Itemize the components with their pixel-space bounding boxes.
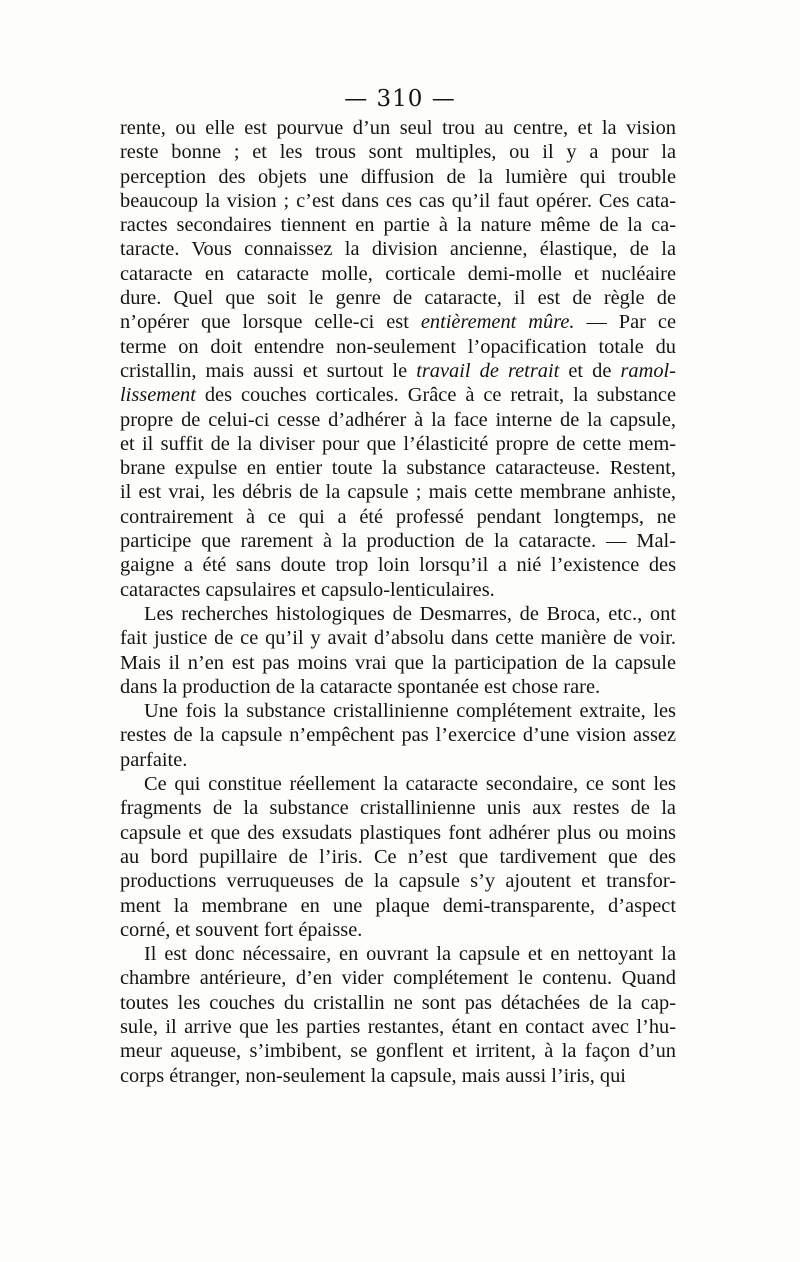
text-run: terme on doit entendre non-seulement l’opacification totale du bbox=[120, 335, 676, 358]
text-line bbox=[120, 383, 676, 407]
text-run: reste bonne ; et les trous sont multiples, ou il y a pour la bbox=[120, 141, 676, 164]
text-run: restes de la capsule n’empêchent pas l’exercice d’une vision assez bbox=[120, 724, 676, 747]
text-line bbox=[120, 237, 676, 261]
text-run: il est vrai, les débris de la capsule ; mais cette membrane anhiste, bbox=[120, 481, 676, 504]
text-line bbox=[120, 189, 676, 213]
text-line bbox=[120, 626, 676, 650]
paragraph bbox=[120, 699, 676, 772]
text-line bbox=[120, 748, 676, 772]
text-run: cataractes capsulaires et capsulo-lenticulaires. bbox=[120, 578, 495, 601]
text-line bbox=[120, 432, 676, 456]
text-line bbox=[120, 310, 676, 334]
text-run: ment la membrane en une plaque demi-transparente, d’aspect bbox=[120, 894, 676, 917]
text-run: et il suffit de la diviser pour que l’élasticité propre de cette mem- bbox=[120, 432, 676, 455]
text-run: au bord pupillaire de l’iris. Ce n’est que tardivement que des bbox=[120, 845, 676, 868]
text-run: rente, ou elle est pourvue d’un seul trou au centre, et la vision bbox=[120, 117, 676, 139]
text-run: perception des objets une diffusion de la lumière qui trouble bbox=[120, 165, 676, 188]
paragraph bbox=[120, 942, 676, 1088]
text-run: meur aqueuse, s’imbibent, se gonflent et irritent, à la façon d’un bbox=[120, 1040, 676, 1063]
text-line bbox=[120, 335, 676, 359]
text-line bbox=[120, 991, 676, 1015]
text-line bbox=[120, 602, 676, 626]
text-run: capsule et que des exsudats plastiques font adhérer plus ou moins bbox=[120, 821, 676, 844]
text-run: — Par ce bbox=[574, 311, 677, 334]
text-run: cataracte en cataracte molle, corticale demi-molle et nucléaire bbox=[120, 262, 676, 285]
text-line bbox=[120, 480, 676, 504]
text-run: des couches corticales. Grâce à ce retrait, la substance bbox=[195, 384, 676, 407]
text-run: ractes secondaires tiennent en partie à la nature même de la ca- bbox=[120, 214, 676, 237]
text-line bbox=[120, 675, 676, 699]
text-line bbox=[120, 723, 676, 747]
text-run: n’opérer que lorsque celle-ci est bbox=[120, 311, 421, 334]
text-line bbox=[120, 408, 676, 432]
text-run: dure. Quel que soit le genre de cataracte, il est de règle de bbox=[120, 287, 676, 310]
text-line bbox=[120, 116, 676, 140]
text-run: cristallin, mais aussi et surtout le bbox=[120, 359, 417, 382]
text-line bbox=[120, 918, 676, 942]
text-line bbox=[120, 845, 676, 869]
paragraph bbox=[120, 772, 676, 942]
text-run: sule, il arrive que les parties restantes, étant en contact avec l’hu- bbox=[120, 1015, 676, 1038]
text-run: fait justice de ce qu’il y avait d’absolu dans cette manière de voir. bbox=[120, 627, 676, 650]
text-line bbox=[120, 286, 676, 310]
text-line bbox=[120, 505, 676, 529]
text-line bbox=[120, 140, 676, 164]
text-run: parfaite. bbox=[120, 748, 188, 771]
text-run: fragments de la substance cristallinienne unis aux restes de la bbox=[120, 797, 676, 820]
text-run: Une fois la substance cristallinienne complétement extraite, les bbox=[144, 700, 676, 723]
text-line bbox=[120, 165, 676, 189]
text-line bbox=[120, 966, 676, 990]
text-line bbox=[120, 1039, 676, 1063]
text-run: corps étranger, non-seulement la capsule, mais aussi l’iris, qui bbox=[120, 1064, 626, 1087]
text-line bbox=[120, 553, 676, 577]
text-line bbox=[120, 262, 676, 286]
text-run: Ce qui constitue réellement la cataracte secondaire, ce sont les bbox=[144, 773, 676, 796]
text-run: brane expulse en entier toute la substance cataracteuse. Restent, bbox=[120, 457, 676, 480]
text-run: Il est donc nécessaire, en ouvrant la capsule et en nettoyant la bbox=[144, 943, 676, 966]
text-line bbox=[120, 359, 676, 383]
italic-phrase: entièrement mûre. bbox=[420, 311, 575, 334]
text-line bbox=[120, 869, 676, 893]
text-run: toutes les couches du cristallin ne sont pas détachées de la cap- bbox=[120, 991, 676, 1014]
text-line bbox=[120, 651, 676, 675]
text-line bbox=[120, 942, 676, 966]
text-run: beaucoup la vision ; c’est dans ces cas qu’il faut opérer. Ces cata- bbox=[120, 189, 676, 212]
italic-phrase: lissement bbox=[120, 384, 196, 407]
text-line bbox=[120, 1064, 676, 1088]
text-line bbox=[120, 796, 676, 820]
text-run: taracte. Vous connaissez la division ancienne, élastique, de la bbox=[120, 238, 676, 261]
text-run: dans la production de la cataracte spontanée est chose rare. bbox=[120, 675, 601, 698]
text-run: contrairement à ce qui a été professé pendant longtemps, ne bbox=[120, 505, 676, 528]
text-run: chambre antérieure, d’en vider complétement le contenu. Quand bbox=[120, 967, 676, 990]
text-line bbox=[120, 772, 676, 796]
text-line bbox=[120, 894, 676, 918]
text-line bbox=[120, 699, 676, 723]
text-run: Mais il n’en est pas moins vrai que la participation de la capsule bbox=[120, 651, 676, 674]
text-run: gaigne a été sans doute trop loin lorsqu’il a nié l’existence des bbox=[120, 554, 676, 577]
text-line bbox=[120, 821, 676, 845]
text-run: et de bbox=[559, 359, 621, 382]
page-number: — 310 — bbox=[344, 86, 456, 112]
italic-phrase: ramol- bbox=[620, 359, 676, 382]
text-run: Les recherches histologiques de Desmarres, de Broca, etc., ont bbox=[144, 602, 676, 625]
text-line bbox=[120, 529, 676, 553]
text-line bbox=[120, 1015, 676, 1039]
text-run: propre de celui-ci cesse d’adhérer à la face interne de la capsule, bbox=[120, 408, 676, 431]
paragraph bbox=[120, 602, 676, 699]
text-line bbox=[120, 456, 676, 480]
text-run: participe que rarement à la production de la cataracte. — Mal- bbox=[120, 530, 676, 553]
text-line bbox=[120, 213, 676, 237]
text-run: corné, et souvent fort épaisse. bbox=[120, 918, 363, 941]
text-line bbox=[120, 578, 676, 602]
paragraph bbox=[120, 116, 676, 602]
text-run: productions verruqueuses de la capsule s’y ajoutent et transfor- bbox=[120, 870, 676, 893]
italic-phrase: travail de retrait bbox=[416, 359, 560, 382]
body-text bbox=[120, 116, 676, 1088]
